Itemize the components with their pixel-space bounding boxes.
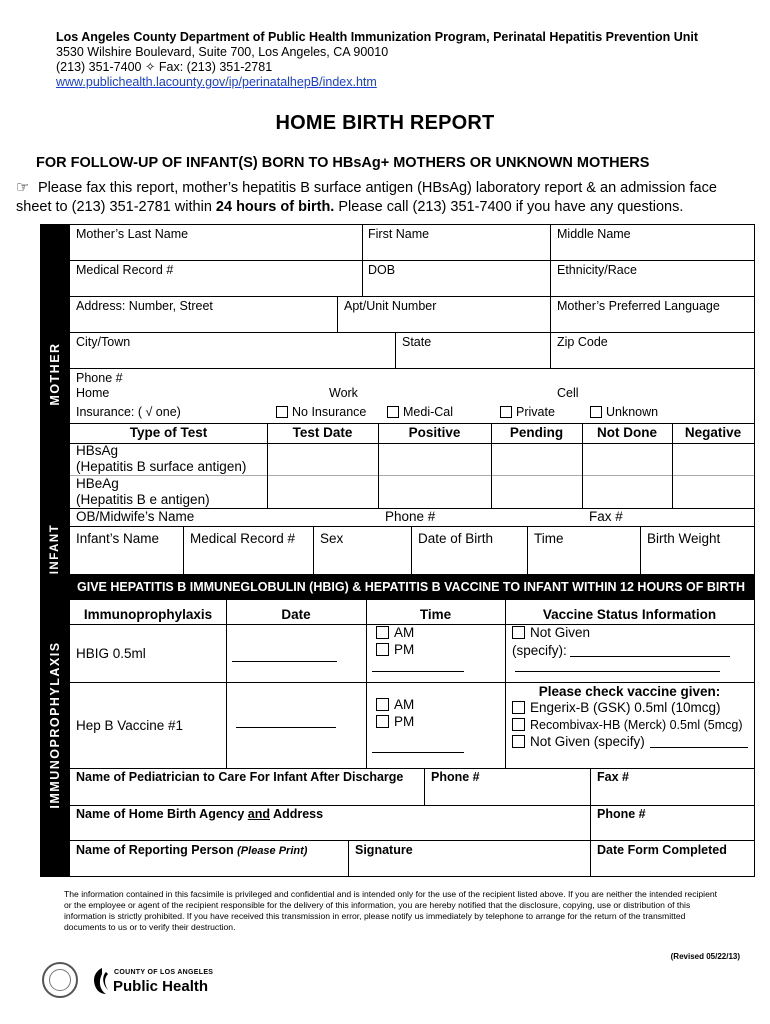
section-infant-label: INFANT: [49, 523, 61, 575]
ob-name-field[interactable]: OB/Midwife’s Name: [76, 509, 195, 524]
infant-sex-field[interactable]: Sex: [320, 531, 344, 546]
mother-phone-work-field[interactable]: Work: [329, 386, 358, 400]
vaccine-specify-line[interactable]: [650, 747, 748, 748]
insurance-option-no-insurance[interactable]: No Insurance: [276, 405, 366, 419]
org-website-link[interactable]: www.publichealth.lacounty.gov/ip/perinatalhepB/index.htm: [56, 75, 377, 89]
checkbox-icon: [376, 698, 389, 711]
tests-header-positive: Positive: [408, 425, 461, 440]
checkbox-icon: [376, 626, 389, 639]
mother-last-name-field[interactable]: Mother’s Last Name: [76, 227, 189, 241]
test-row-hbeag-desc: (Hepatitis B e antigen): [76, 492, 210, 507]
infant-time-field[interactable]: Time: [534, 531, 564, 546]
hbig-label: HBIG 0.5ml: [76, 646, 146, 661]
immuno-header-date: Date: [281, 607, 311, 622]
reporting-person-field[interactable]: Name of Reporting Person (Please Print): [76, 843, 308, 857]
instructions: ☞ Please fax this report, mother’s hepatitis B surface antigen (HBsAg) laboratory report & an admission face sheet to (213) 351-2781 within 24 hours of birth. Please call (213) 351-7400 if you have any questions.: [16, 179, 717, 215]
pointing-hand-icon: ☞: [16, 179, 30, 196]
mother-ethnicity-field[interactable]: Ethnicity/Race: [557, 263, 637, 277]
insurance-option-unknown[interactable]: Unknown: [590, 405, 658, 419]
vaccine-recombivax-option[interactable]: Recombivax-HB (Merck) 0.5ml (5mcg): [512, 718, 743, 732]
test-row-hbsag-name: HBsAg: [76, 443, 119, 458]
frame-top: [70, 224, 754, 225]
mother-middle-name-field[interactable]: Middle Name: [557, 227, 631, 241]
signature-field[interactable]: Signature: [355, 843, 413, 857]
public-health-logo-icon: [88, 966, 112, 996]
form-subtitle: FOR FOLLOW-UP OF INFANT(S) BORN TO HBsAg+ MOTHERS OR UNKNOWN MOTHERS: [36, 155, 650, 171]
frame-right: [754, 224, 755, 876]
mother-phone-home-field[interactable]: Home: [76, 386, 110, 400]
hbig-instruction-banner: GIVE HEPATITIS B IMMUNEGLOBULIN (HBIG) & HEPATITIS B VACCINE TO INFANT WITHIN 12 HOURS OF BIRTH: [70, 574, 754, 600]
hbig-time-line[interactable]: [372, 671, 464, 672]
hepb-label: Hep B Vaccine #1: [76, 718, 184, 733]
infant-name-field[interactable]: Infant’s Name: [76, 531, 160, 546]
mother-dob-field[interactable]: DOB: [368, 263, 396, 277]
hbig-date-line[interactable]: [232, 661, 337, 662]
checkbox-icon: [500, 406, 512, 418]
mother-first-name-field[interactable]: First Name: [368, 227, 430, 241]
confidentiality-disclaimer: The information contained in this facsimile is privileged and confidential and is intended only for the use of the recipient listed above. If you are neither the intended recipient or the employee or agent of the recipient responsible for the delivery of this information, you are hereby notified that the disclosure, copying, use or distribution of this information is strictly prohibited. If you have received this transmission in error, please notify us immediately by telephone to arrange for the return of the transmitted documents to us or to verify their destruction.: [64, 889, 718, 932]
mother-state-field[interactable]: State: [402, 335, 432, 349]
pediatrician-name-field[interactable]: Name of Pediatrician to Care For Infant After Discharge: [76, 770, 404, 784]
checkbox-icon: [387, 406, 399, 418]
checkbox-icon: [376, 643, 389, 656]
insurance-option-private[interactable]: Private: [500, 405, 555, 419]
org-phone-fax: (213) 351-7400 ✧ Fax: (213) 351-2781: [56, 60, 273, 74]
immuno-header-vaccine-status: Vaccine Status Information: [542, 607, 717, 622]
mother-zip-field[interactable]: Zip Code: [557, 335, 608, 349]
checkbox-icon: [276, 406, 288, 418]
test-row-hbsag-desc: (Hepatitis B surface antigen): [76, 459, 247, 474]
pediatrician-phone-field[interactable]: Phone #: [431, 770, 480, 784]
test-row-hbeag-name: HBeAg: [76, 476, 119, 491]
hbig-pm-option[interactable]: PM: [376, 642, 414, 657]
hepb-pm-option[interactable]: PM: [376, 714, 414, 729]
checkbox-icon: [376, 715, 389, 728]
checkbox-icon: [512, 718, 525, 731]
checkbox-icon: [590, 406, 602, 418]
tests-header-negative: Negative: [684, 425, 742, 440]
mother-language-field[interactable]: Mother’s Preferred Language: [557, 299, 720, 313]
ob-phone-field[interactable]: Phone #: [385, 509, 436, 524]
mother-address-field[interactable]: Address: Number, Street: [76, 299, 213, 313]
checkbox-icon: [512, 626, 525, 639]
vaccine-not-given-option[interactable]: Not Given (specify): [512, 734, 645, 749]
date-completed-field[interactable]: Date Form Completed: [597, 843, 727, 857]
section-mother-sidebar: [40, 224, 70, 524]
logo-county-text: COUNTY OF LOS ANGELES: [114, 969, 214, 976]
mother-phone-label: Phone #: [76, 371, 123, 385]
section-mother-label: MOTHER: [48, 342, 62, 406]
section-immuno-label: IMMUNOPROPHYLAXIS: [48, 641, 62, 809]
county-seal-icon: [42, 962, 78, 998]
vaccine-check-title: Please check vaccine given:: [538, 684, 721, 699]
infant-dob-field[interactable]: Date of Birth: [418, 531, 494, 546]
org-name: Los Angeles County Department of Public Health Immunization Program, Perinatal Hepatitis Prevention Unit: [56, 30, 698, 44]
hbig-specify-line-2[interactable]: [515, 671, 720, 672]
hbig-specify-line[interactable]: [570, 656, 730, 657]
frame-bottom: [40, 876, 755, 877]
vaccine-engerix-option[interactable]: Engerix-B (GSK) 0.5ml (10mcg): [512, 700, 721, 715]
infant-medical-record-field[interactable]: Medical Record #: [190, 531, 296, 546]
hbig-am-option[interactable]: AM: [376, 625, 414, 640]
insurance-label: Insurance: ( √ one): [76, 405, 181, 419]
hepb-date-line[interactable]: [236, 727, 336, 728]
form-title: HOME BIRTH REPORT: [275, 112, 495, 134]
revision-date: (Revised 05/22/13): [670, 952, 740, 961]
tests-header-type: Type of Test: [129, 425, 208, 440]
section-infant-sidebar: [40, 524, 70, 574]
section-immuno-sidebar: [40, 574, 70, 876]
tests-header-date: Test Date: [292, 425, 353, 440]
immuno-header-type: Immunoprophylaxis: [83, 607, 213, 622]
insurance-option-medi-cal[interactable]: Medi-Cal: [387, 405, 453, 419]
logo-public-health-text: Public Health: [113, 978, 209, 995]
hepb-am-option[interactable]: AM: [376, 697, 414, 712]
agency-phone-field[interactable]: Phone #: [597, 807, 646, 821]
mother-phone-cell-field[interactable]: Cell: [557, 386, 579, 400]
mother-apt-field[interactable]: Apt/Unit Number: [344, 299, 437, 313]
mother-medical-record-field[interactable]: Medical Record #: [76, 263, 174, 277]
hbig-not-given-option[interactable]: Not Given: [512, 625, 590, 640]
checkbox-icon: [512, 701, 525, 714]
mother-city-field[interactable]: City/Town: [76, 335, 131, 349]
home-birth-agency-field[interactable]: Name of Home Birth Agency and Address: [76, 807, 324, 821]
checkbox-icon: [512, 735, 525, 748]
tests-header-not-done: Not Done: [597, 425, 657, 440]
infant-birth-weight-field[interactable]: Birth Weight: [647, 531, 721, 546]
hbig-specify-label: (specify):: [512, 643, 567, 658]
immuno-header-time: Time: [419, 607, 452, 622]
ob-fax-field[interactable]: Fax #: [589, 509, 623, 524]
pediatrician-fax-field[interactable]: Fax #: [597, 770, 629, 784]
hepb-time-line[interactable]: [372, 752, 464, 753]
tests-header-pending: Pending: [509, 425, 564, 440]
org-address: 3530 Wilshire Boulevard, Suite 700, Los Angeles, CA 90010: [56, 45, 389, 59]
